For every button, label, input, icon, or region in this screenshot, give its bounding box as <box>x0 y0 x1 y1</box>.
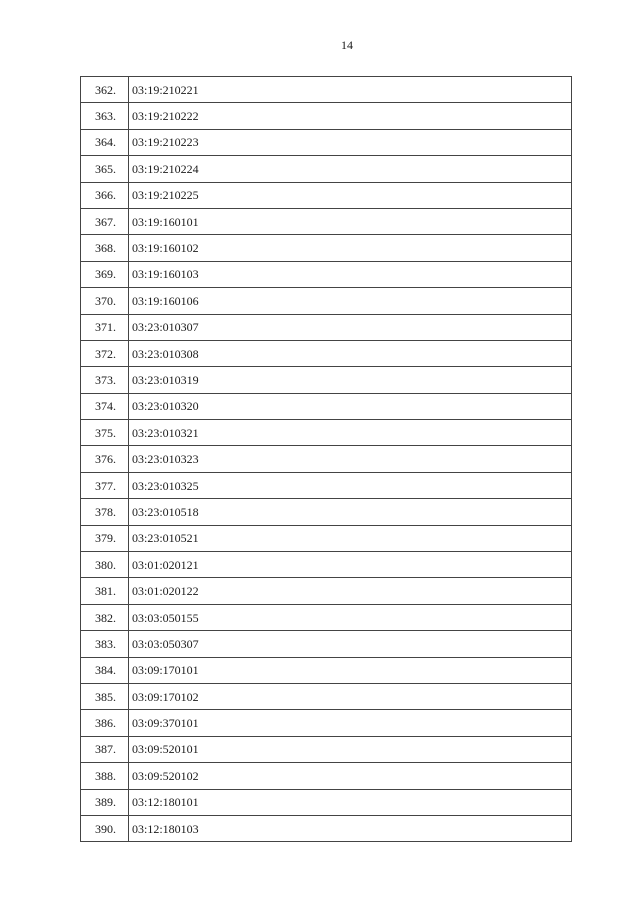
row-number-cell: 383. <box>81 631 129 657</box>
cadastral-code-cell: 03:19:210222 <box>129 103 572 129</box>
row-number-cell: 377. <box>81 472 129 498</box>
cadastral-code-cell: 03:12:180101 <box>129 789 572 815</box>
row-number-cell: 387. <box>81 736 129 762</box>
table-row <box>81 288 572 314</box>
table-row <box>81 789 572 815</box>
table-row <box>81 604 572 630</box>
cadastral-code-cell: 03:09:170102 <box>129 683 572 709</box>
cadastral-code-cell: 03:19:160103 <box>129 261 572 287</box>
page-number: 14 <box>341 38 353 52</box>
row-number-cell: 368. <box>81 235 129 261</box>
cadastral-code-cell: 03:23:010321 <box>129 420 572 446</box>
row-number-cell: 376. <box>81 446 129 472</box>
row-number-cell: 380. <box>81 552 129 578</box>
row-number-cell: 366. <box>81 182 129 208</box>
cadastral-code-cell: 03:03:050307 <box>129 631 572 657</box>
row-number-cell: 364. <box>81 129 129 155</box>
cadastral-code-cell: 03:23:010518 <box>129 499 572 525</box>
row-number-cell: 371. <box>81 314 129 340</box>
row-number-cell: 386. <box>81 710 129 736</box>
row-number-cell: 381. <box>81 578 129 604</box>
row-number-cell: 373. <box>81 367 129 393</box>
table-row <box>81 182 572 208</box>
table-row <box>81 446 572 472</box>
table-row <box>81 261 572 287</box>
row-number-cell: 365. <box>81 156 129 182</box>
cadastral-code-cell: 03:19:210223 <box>129 129 572 155</box>
row-number-cell: 389. <box>81 789 129 815</box>
table-row <box>81 763 572 789</box>
row-number-cell: 367. <box>81 208 129 234</box>
cadastral-code-cell: 03:01:020122 <box>129 578 572 604</box>
row-number-cell: 372. <box>81 340 129 366</box>
table-row <box>81 815 572 841</box>
cadastral-code-cell: 03:09:370101 <box>129 710 572 736</box>
table-row <box>81 129 572 155</box>
table-row <box>81 578 572 604</box>
table-row <box>81 77 572 103</box>
table-row <box>81 710 572 736</box>
row-number-cell: 385. <box>81 683 129 709</box>
table-row <box>81 499 572 525</box>
cadastral-code-cell: 03:12:180103 <box>129 815 572 841</box>
cadastral-code-cell: 03:23:010320 <box>129 393 572 419</box>
row-number-cell: 388. <box>81 763 129 789</box>
row-number-cell: 363. <box>81 103 129 129</box>
row-number-cell: 382. <box>81 604 129 630</box>
cadastral-code-cell: 03:03:050155 <box>129 604 572 630</box>
table-body <box>81 77 572 842</box>
cadastral-code-cell: 03:19:210221 <box>129 77 572 103</box>
row-number-cell: 378. <box>81 499 129 525</box>
table-row <box>81 208 572 234</box>
cadastral-code-cell: 03:23:010323 <box>129 446 572 472</box>
table-row <box>81 552 572 578</box>
cadastral-code-cell: 03:09:520102 <box>129 763 572 789</box>
cadastral-code-cell: 03:09:170101 <box>129 657 572 683</box>
table-row <box>81 657 572 683</box>
table-row <box>81 235 572 261</box>
table-row <box>81 420 572 446</box>
row-number-cell: 379. <box>81 525 129 551</box>
cadastral-table <box>80 76 572 842</box>
table-row <box>81 367 572 393</box>
table-row <box>81 103 572 129</box>
cadastral-code-cell: 03:23:010319 <box>129 367 572 393</box>
table-row <box>81 340 572 366</box>
cadastral-code-cell: 03:01:020121 <box>129 552 572 578</box>
cadastral-code-cell: 03:19:210224 <box>129 156 572 182</box>
table-row <box>81 472 572 498</box>
table-row <box>81 156 572 182</box>
row-number-cell: 370. <box>81 288 129 314</box>
table-row <box>81 314 572 340</box>
table-row <box>81 736 572 762</box>
cadastral-code-cell: 03:23:010307 <box>129 314 572 340</box>
row-number-cell: 375. <box>81 420 129 446</box>
table-row <box>81 683 572 709</box>
table-row <box>81 631 572 657</box>
row-number-cell: 369. <box>81 261 129 287</box>
cadastral-code-cell: 03:19:160101 <box>129 208 572 234</box>
cadastral-code-cell: 03:19:210225 <box>129 182 572 208</box>
row-number-cell: 362. <box>81 77 129 103</box>
row-number-cell: 374. <box>81 393 129 419</box>
cadastral-code-cell: 03:23:010308 <box>129 340 572 366</box>
cadastral-code-cell: 03:19:160102 <box>129 235 572 261</box>
cadastral-code-cell: 03:19:160106 <box>129 288 572 314</box>
table-row <box>81 525 572 551</box>
cadastral-code-cell: 03:09:520101 <box>129 736 572 762</box>
cadastral-code-cell: 03:23:010325 <box>129 472 572 498</box>
cadastral-code-cell: 03:23:010521 <box>129 525 572 551</box>
table-row <box>81 393 572 419</box>
row-number-cell: 384. <box>81 657 129 683</box>
row-number-cell: 390. <box>81 815 129 841</box>
